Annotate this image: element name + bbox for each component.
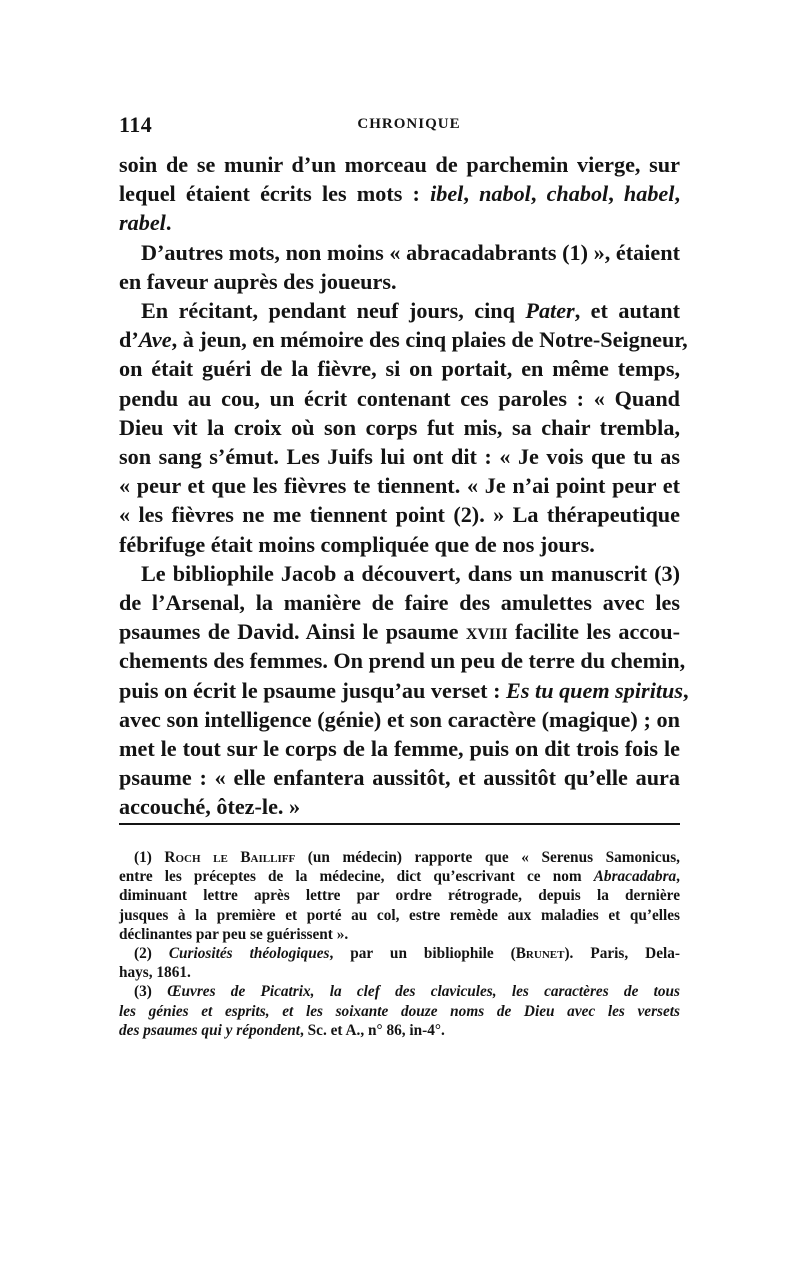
- body-line: en faveur auprès des joueurs.: [119, 268, 397, 294]
- footnote-line: entre les préceptes de la médecine, dict qu’escrivant ce nom Abracadabra,: [119, 868, 680, 886]
- body-line: on était guéri de la fièvre, si on portait, en même temps,: [119, 356, 680, 382]
- footnote-line: (1) Roch le Bailliff (un médecin) rapporte que « Serenus Samonicus,: [134, 849, 680, 866]
- body-line: Le bibliophile Jacob a découvert, dans un manuscrit (3): [141, 560, 680, 586]
- body-line: met le tout sur le corps de la femme, puis on dit trois fois le: [119, 736, 680, 762]
- body-line: D’autres mots, non moins « abracadabrants (1) », étaient: [141, 239, 680, 265]
- footnote-line: (3) Œuvres de Picatrix, la clef des clavicules, les caractères de tous: [134, 983, 680, 1001]
- footnote-line: (2) Curiosités théologiques, par un bibliophile (Brunet). Paris, Dela-: [134, 945, 680, 963]
- footnote-rule: [119, 823, 680, 825]
- body-line: En récitant, pendant neuf jours, cinq Pater, et autant: [141, 298, 680, 324]
- footnote-line: hays, 1861.: [119, 964, 191, 982]
- body-line: psaumes de David. Ainsi le psaume xviii facilite les accou-: [119, 619, 680, 645]
- running-title: CHRONIQUE: [357, 116, 461, 132]
- footnotes: [119, 848, 680, 1040]
- footnote-line: diminuant lettre après lettre par ordre rétrograde, depuis la dernière: [119, 887, 680, 905]
- body-line: puis on écrit le psaume jusqu’au verset : Es tu quem spiritus,: [119, 677, 689, 703]
- body-line: rabel.: [119, 210, 172, 236]
- body-line: de l’Arsenal, la manière de faire des amulettes avec les: [119, 590, 680, 616]
- footnote-line: les génies et esprits, et les soixante douze noms de Dieu avec les versets: [119, 1002, 680, 1020]
- body-text: [119, 150, 689, 822]
- body-line: « peur et que les fièvres te tiennent. « Je n’ai point peur et: [119, 473, 680, 499]
- body-line: psaume : « elle enfantera aussitôt, et aussitôt qu’elle aura: [119, 765, 680, 791]
- body-line: avec son intelligence (génie) et son caractère (magique) ; on: [119, 706, 680, 732]
- body-line: accouché, ôtez-le. »: [119, 794, 301, 820]
- body-line: soin de se munir d’un morceau de parchemin vierge, sur: [119, 152, 680, 177]
- body-line: fébrifuge était moins compliquée que de nos jours.: [119, 531, 595, 557]
- body-line: « les fièvres ne me tiennent point (2). » La thérapeutique: [119, 502, 680, 528]
- footnote-line: des psaumes qui y répondent, Sc. et A., n° 86, in-4°.: [119, 1021, 445, 1039]
- body-line: chements des femmes. On prend un peu de terre du chemin,: [119, 648, 686, 674]
- page-number: 114: [119, 112, 153, 137]
- body-line: d’Ave, à jeun, en mémoire des cinq plaies de Notre-Seigneur,: [119, 327, 688, 353]
- body-line: pendu au cou, un écrit contenant ces paroles : « Quand: [119, 385, 680, 411]
- body-line: son sang s’émut. Les Juifs lui ont dit : « Je vois que tu as: [119, 444, 680, 470]
- body-line: Dieu vit la croix où son corps fut mis, sa chair trembla,: [119, 414, 680, 440]
- footnote-line: déclinantes par peu se guérissent ».: [119, 925, 349, 943]
- footnote-line: jusques à la première et porté au col, estre remède aux maladies et qu’elles: [119, 906, 680, 924]
- body-line: lequel étaient écrits les mots : ibel, nabol, chabol, habel,: [119, 181, 680, 207]
